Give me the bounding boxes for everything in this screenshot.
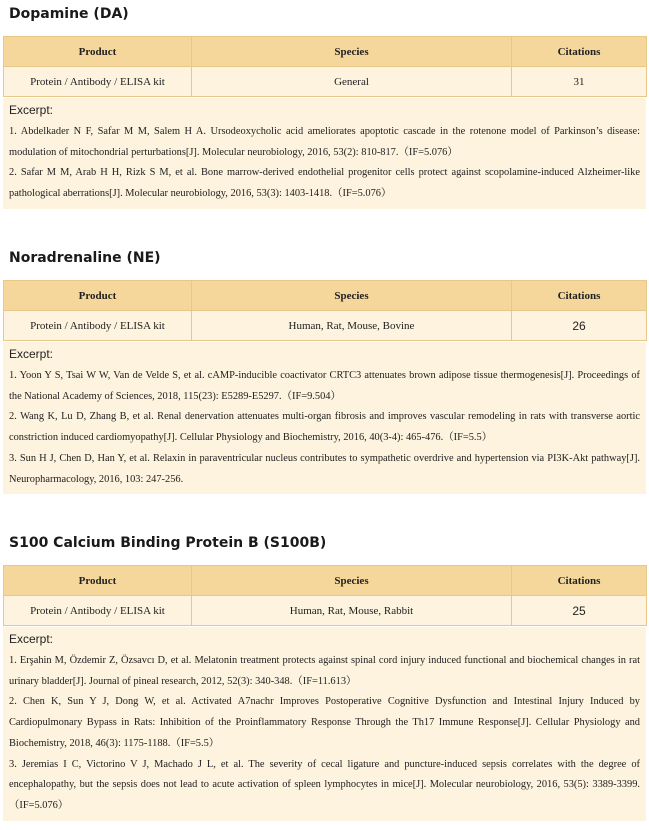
citations-cell: 25 xyxy=(512,596,647,626)
citations-cell: 31 xyxy=(512,67,647,97)
excerpt-block xyxy=(3,98,646,209)
table-header-row xyxy=(4,566,647,596)
table-header-row xyxy=(4,281,647,311)
header-product: Product xyxy=(4,281,192,311)
species-cell: Human, Rat, Mouse, Rabbit xyxy=(192,596,512,626)
section-title: S100 Calcium Binding Protein B (S100B) xyxy=(9,535,327,551)
reference-item: 2. Safar M M, Arab H H, Rizk S M, et al. Bone marrow-derived endothelial progenitor cells protect against scopolamine-induced Alzheimer-like pathological aberrations[J]. Molecular neurobiology, 2016, 53(3): 1403-1418.（IF=5.076） xyxy=(9,167,640,200)
product-table xyxy=(3,36,647,97)
header-product: Product xyxy=(4,37,192,67)
species-cell: Human, Rat, Mouse, Bovine xyxy=(192,311,512,341)
reference-item: 3. Jeremias I C, Victorino V J, Machado J L, et al. The severity of cecal ligature and puncture-induced sepsis correlates with the degree of encephalopathy, but the sepsis does not lead to acute activation of spleen lymphocytes in mice[J]. Molecular neurobiology, 2016, 53(5): 3389-3399.（IF=5.076） xyxy=(9,758,640,811)
species-cell: General xyxy=(192,67,512,97)
product-table xyxy=(3,565,647,626)
excerpt-label: Excerpt: xyxy=(9,347,54,361)
reference-item: 3. Sun H J, Chen D, Han Y, et al. Relaxin in paraventricular nucleus contributes to sympathetic overdrive and hypertension via PI3K-Akt pathway[J]. Neuropharmacology, 2016, 103: 247-256. xyxy=(9,452,640,485)
reference-item: 2. Wang K, Lu D, Zhang B, et al. Renal denervation attenuates multi-organ fibrosis and improves vascular remodeling in rats with transverse aortic constriction induced cardiomyopathy[J]. Cellular Physiology and Biochemistry, 2016, 40(3-4): 465-476.（IF=5.5） xyxy=(9,411,640,444)
reference-item: 1. Erşahin M, Özdemir Z, Özsavcı D, et al. Melatonin treatment protects against spinal cord injury induced functional and biochemical changes in rat urinary bladder[J]. Journal of pineal research, 2012, 52(3): 340-348.（IF=11.613） xyxy=(9,655,640,687)
product-cell: Protein / Antibody / ELISA kit xyxy=(4,311,192,341)
header-product: Product xyxy=(4,566,192,596)
excerpt-block xyxy=(3,342,646,494)
table-row xyxy=(4,311,647,341)
product-table xyxy=(3,280,647,341)
header-citations: Citations xyxy=(512,566,647,596)
table-header-row xyxy=(4,37,647,67)
reference-item: 1. Yoon Y S, Tsai W W, Van de Velde S, et al. cAMP-inducible coactivator CRTC3 attenuates brown adipose tissue thermogenesis[J]. Proceedings of the National Academy of Sciences, 2018, 115(23): E5289-E5297.（IF=9.504） xyxy=(9,370,640,402)
reference-item: 2. Chen K, Sun Y J, Dong W, et al. Activated Α7nachr Improves Postoperative Cognitive Dysfunction and Intestinal Injury Induced by Cardiopulmonary Bypass in Rats: Inhibition of the Proinflammatory Response Through the Th17 Immune Response[J]. Cellular Physiology and Biochemistry, 2018, 46(3): 1175-1188.（IF=5.5） xyxy=(9,696,640,749)
excerpt-label: Excerpt: xyxy=(9,632,54,646)
table-row xyxy=(4,596,647,626)
header-species: Species xyxy=(192,566,512,596)
section-title: Noradrenaline (NE) xyxy=(9,250,161,266)
excerpt-block xyxy=(3,627,646,821)
header-citations: Citations xyxy=(512,37,647,67)
header-citations: Citations xyxy=(512,281,647,311)
product-cell: Protein / Antibody / ELISA kit xyxy=(4,67,192,97)
excerpt-label: Excerpt: xyxy=(9,103,54,117)
reference-item: 1. Abdelkader N F, Safar M M, Salem H A. Ursodeoxycholic acid ameliorates apoptotic cascade in the rotenone model of Parkinson’s disease: modulation of mitochondrial perturbations[J]. Molecular neurobiology, 2016, 53(2): 810-817.（IF=5.076） xyxy=(9,126,640,158)
table-row xyxy=(4,67,647,97)
header-species: Species xyxy=(192,281,512,311)
section-title: Dopamine (DA) xyxy=(9,6,129,22)
header-species: Species xyxy=(192,37,512,67)
product-cell: Protein / Antibody / ELISA kit xyxy=(4,596,192,626)
citations-cell: 26 xyxy=(512,311,647,341)
